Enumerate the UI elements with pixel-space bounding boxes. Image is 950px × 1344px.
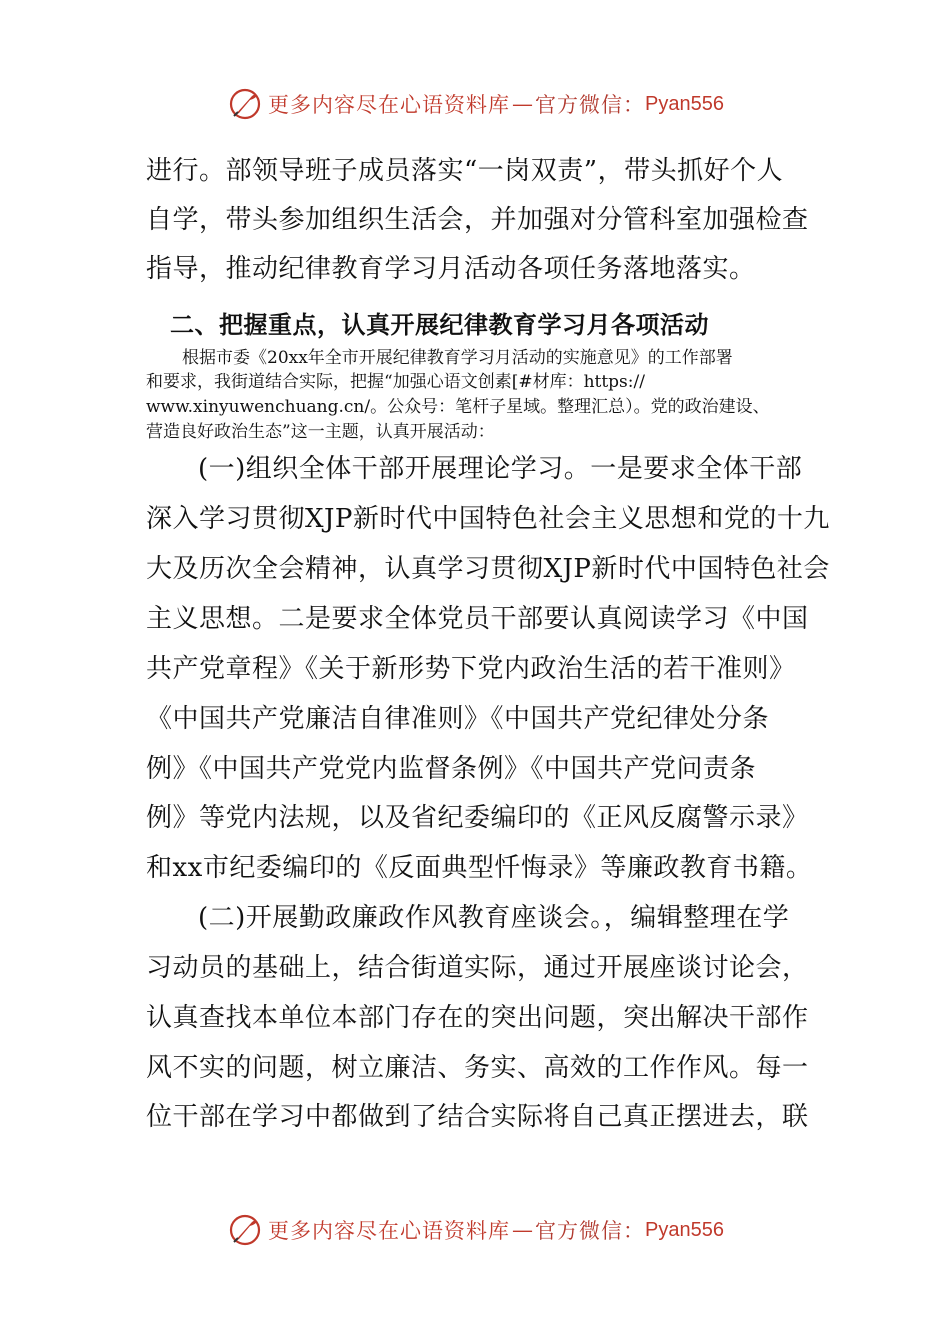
- small-text-line: 根据市委《20xx年全市开展纪律教育学习月活动的实施意见》的工作部署: [182, 348, 733, 368]
- paragraph2-line: 位干部在学习中都做到了结合实际将自己真正摆进去，联: [146, 1102, 809, 1132]
- paragraph1-line: 例》《中国共产党党内监督条例》《中国共产党问责条: [146, 754, 757, 784]
- banner-dash: —: [512, 1218, 533, 1242]
- small-text-line: www.xinyuwenchuang.cn/。公众号：笔杆子星域。整理汇总）。党的政治建设、: [146, 397, 770, 417]
- paragraph2-line: 习动员的基础上，结合街道实际，通过开展座谈讨论会，: [146, 953, 809, 983]
- footer-banner: [228, 1210, 724, 1250]
- paragraph1-line: 和xx市纪委编印的《反面典型忏悔录》等廉政教育书籍。: [146, 853, 813, 883]
- intro-line: 进行。部领导班子成员落实“一岗双责”，带头抓好个人: [146, 156, 784, 186]
- paragraph1-line: 共产党章程》《关于新形势下党内政治生活的若干准则》: [146, 654, 796, 684]
- paragraph1-line: 主义思想。二是要求全体党员干部要认真阅读学习《中国: [146, 604, 809, 634]
- banner-wechat-id: Pyan556: [645, 1218, 724, 1241]
- banner-contact-label: 官方微信：: [535, 1219, 645, 1243]
- quill-logo-icon: [228, 1213, 262, 1247]
- banner-site-text: 更多内容尽在心语资料库: [268, 93, 510, 117]
- paragraph2-line: (二)开展勤政廉政作风教育座谈会。，编辑整理在学: [198, 903, 790, 933]
- paragraph2-line: 认真查找本单位本部门存在的突出问题，突出解决干部作: [146, 1003, 809, 1033]
- paragraph1-line: 例》等党内法规，以及省纪委编印的《正风反腐警示录》: [146, 803, 809, 833]
- section-heading: 二、把握重点，认真开展纪律教育学习月各项活动: [170, 311, 709, 339]
- banner-contact-label: 官方微信：: [535, 93, 645, 117]
- quill-logo-icon: [228, 87, 262, 121]
- intro-line: 自学，带头参加组织生活会，并加强对分管科室加强检查: [146, 205, 809, 235]
- header-banner: [228, 84, 724, 124]
- paragraph1-line: 《中国共产党廉洁自律准则》《中国共产党纪律处分条: [146, 704, 770, 734]
- paragraph1-line: 大及历次全会精神，认真学习贯彻XJP新时代中国特色社会: [146, 554, 830, 584]
- paragraph2-line: 风不实的问题，树立廉洁、务实、高效的工作作风。每一: [146, 1053, 809, 1083]
- paragraph1-line: (一)组织全体干部开展理论学习。一是要求全体干部: [198, 454, 803, 484]
- intro-line: 指导，推动纪律教育学习月活动各项任务落地落实。: [146, 254, 756, 284]
- paragraph1-line: 深入学习贯彻XJP新时代中国特色社会主义思想和党的十九: [146, 504, 830, 534]
- banner-site-text: 更多内容尽在心语资料库: [268, 1219, 510, 1243]
- banner-dash: —: [512, 92, 533, 116]
- small-text-line: 和要求，我街道结合实际，把握“加强心语文创素[#材库：https://: [146, 372, 645, 392]
- small-text-line: 营造良好政治生态”这一主题，认真开展活动：: [146, 422, 495, 442]
- banner-wechat-id: Pyan556: [645, 92, 724, 115]
